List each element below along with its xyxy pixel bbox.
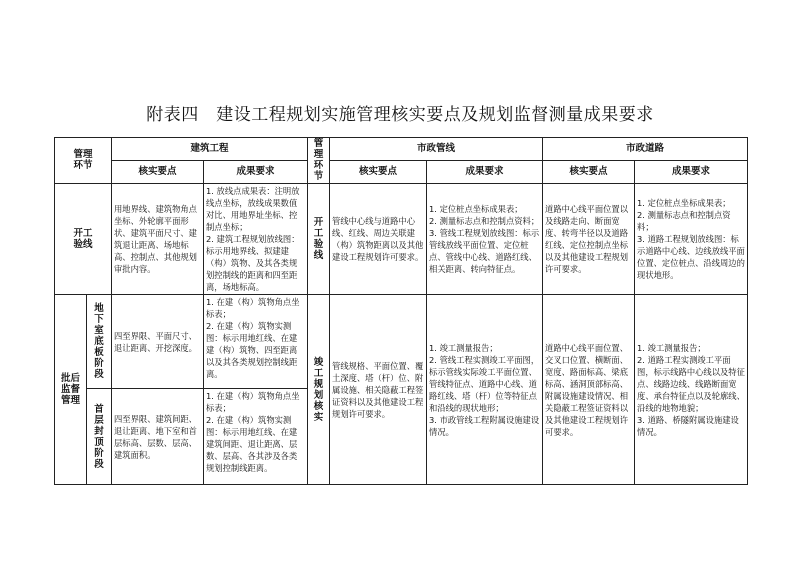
- completion-road-result: 1. 竣工测量报告； 2. 道路工程实测竣工平面图，标示线路中心线以及特征点、线路边线、线路断面宽度、承台特征点以及轮廓线、沿线的地物地貌； 3. 道路、桥隧附属设施建设情况。: [635, 295, 748, 485]
- label-pipeline-start: 开工验线: [308, 184, 330, 295]
- label-post-supervision: 批后监督管理: [55, 295, 87, 485]
- basement-building-result: 1. 在建（构）筑物角点坐标表； 2. 在建（构）筑物实测图：标示用地红线、在建建（构）筑物、四至距离以及其各类规划控制线距离。: [204, 295, 308, 389]
- header-building-check: 核实要点: [112, 161, 204, 184]
- row-basement: [55, 295, 748, 389]
- start-pipeline-check: 管线中心线与道路中心线、红线、周边关联建（构）筑物距离以及其他建设工程规划许可要求。: [330, 184, 427, 295]
- completion-pipeline-result: 1. 竣工测量报告； 2. 管线工程实测竣工平面图，标示管线实际竣工平面位置、管线特征点、道路中心线、道路红线、塔（杆）位等特征点和沿线的现状地形； 3. 市政管线工程附属设施建设情况。: [427, 295, 543, 485]
- completion-road-check: 道路中心线平面位置、交叉口位置、横断面、宽度、路面标高、梁底标高、涵洞顶部标高、附属设施建设情况、相关隐蔽工程签证资料以及其他建设工程规划许可要求。: [543, 295, 635, 485]
- label-completion-check: 竣工规划核实: [308, 295, 330, 485]
- label-basement-phase: 地下室底板阶段: [87, 295, 112, 389]
- roof-building-check: 四至界限、建筑间距、退让距离、地下室和首层标高、层数、层高、建筑面积。: [112, 389, 204, 485]
- completion-pipeline-check: 管线规格、平面位置、覆土深度、塔（杆）位、附属设施、相关隐蔽工程签证资料以及其他建设工程规划许可要求。: [330, 295, 427, 485]
- header-road-check: 核实要点: [543, 161, 635, 184]
- header-row-2: [55, 161, 748, 184]
- header-pipeline-result: 成果要求: [427, 161, 543, 184]
- header-building: 建筑工程: [112, 138, 308, 161]
- row-start-inspection: [55, 184, 748, 295]
- header-pipeline-stage: 管理环节: [308, 138, 330, 184]
- start-pipeline-result: 1. 定位桩点坐标成果表； 2. 测量标志点和控制点资料； 3. 管线工程规划放线图：标示管线放线平面位置、定位桩点、管线中心线、道路红线、相关距离、转向特征点。: [427, 184, 543, 295]
- header-road-result: 成果要求: [635, 161, 748, 184]
- label-roof-phase: 首层封顶阶段: [87, 389, 112, 485]
- start-building-result: 1. 放线点成果表：注明放线点坐标，放线成果数值对比、用地界址坐标、控制点坐标； 2. 建筑工程规划放线图：标示用地界线、拟建建（构）筑物、及其各类规划控制线的距离和四至距离，场地标高。: [204, 184, 308, 295]
- header-building-result: 成果要求: [204, 161, 308, 184]
- header-pipeline-check: 核实要点: [330, 161, 427, 184]
- basement-building-check: 四至界限、平面尺寸、退让距离、开挖深度。: [112, 295, 204, 389]
- roof-building-result: 1. 在建（构）筑物角点坐标表； 2. 在建（构）筑物实测图：标示用地红线、在建建筑间距、退让距离、层数、层高、各其涉及各类规划控制线距离。: [204, 389, 308, 485]
- header-row-1: [55, 138, 748, 161]
- standards-table: [54, 137, 748, 485]
- label-start-inspection: 开工验线: [55, 184, 112, 295]
- header-road: 市政道路: [543, 138, 748, 161]
- start-road-check: 道路中心线平面位置以及线路走向、断面宽度、转弯半径以及道路红线、定位控制点坐标以及其他建设工程规划许可要求。: [543, 184, 635, 295]
- header-stage: 管理环节: [55, 138, 112, 184]
- header-pipeline: 市政管线: [330, 138, 543, 161]
- document-title: 附表四 建设工程规划实施管理核实要点及规划监督测量成果要求: [146, 105, 654, 125]
- start-road-result: 1. 定位桩点坐标成果表； 2. 测量标志点和控制点资料； 3. 道路工程规划放线图：标示道路中心线、边线放线平面位置、定位桩点、沿线周边的现状地形。: [635, 184, 748, 295]
- start-building-check: 用地界线、建筑物角点坐标、外轮廓平面形状、建筑平面尺寸、建筑退让距离、场地标高、控制点、其他规划审批内容。: [112, 184, 204, 295]
